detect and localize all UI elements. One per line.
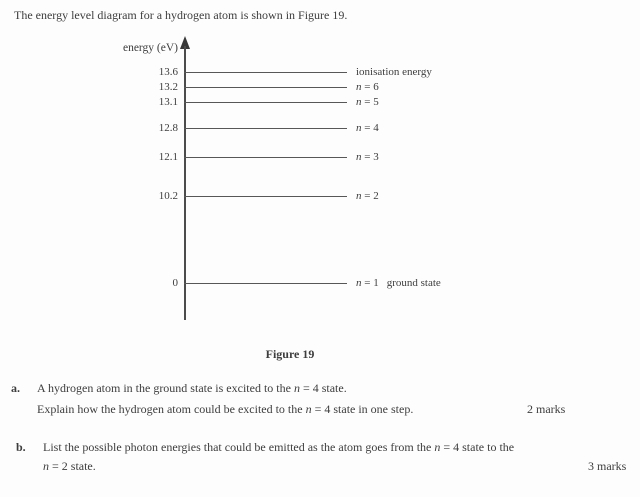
- text: = 4 state to the: [440, 440, 515, 454]
- energy-value: 13.1: [158, 96, 178, 108]
- energy-value: 10.2: [158, 190, 178, 202]
- energy-level-line: [184, 102, 347, 103]
- energy-value: 0: [172, 277, 178, 289]
- n-symbol: n: [43, 459, 49, 473]
- energy-level-line: [184, 87, 347, 88]
- energy-level-row: [0, 149, 640, 165]
- label-text: ionisation energy: [356, 66, 432, 78]
- text: A hydrogen atom in the ground state is excited to the: [37, 381, 294, 395]
- label-text: = 4: [361, 122, 379, 134]
- energy-level-label: [356, 188, 379, 204]
- label-suffix: ground state: [386, 277, 441, 289]
- text: = 4 state.: [299, 381, 347, 395]
- energy-value: 13.2: [158, 81, 178, 93]
- energy-level-line: [184, 283, 347, 284]
- energy-level-label: [356, 79, 379, 95]
- energy-level-label: [356, 120, 379, 136]
- n-symbol: n: [356, 277, 362, 289]
- n-symbol: n: [356, 81, 362, 93]
- text: = 4 state in one step.: [311, 402, 414, 416]
- n-symbol: n: [356, 151, 362, 163]
- energy-level-line: [184, 196, 347, 197]
- energy-level-row: [0, 94, 640, 110]
- label-text: = 2: [361, 190, 379, 202]
- n-symbol: n: [356, 122, 362, 134]
- energy-level-row: [0, 79, 640, 95]
- energy-level-label: [356, 275, 441, 291]
- n-symbol: n: [356, 190, 362, 202]
- text: = 2 state.: [49, 459, 96, 473]
- energy-level-line: [184, 157, 347, 158]
- energy-level-label: [356, 64, 432, 80]
- label-text: = 3: [361, 151, 379, 163]
- energy-level-row: [0, 64, 640, 80]
- label-text: = 5: [361, 96, 379, 108]
- energy-level-row: [0, 188, 640, 204]
- question-b-label: b.: [16, 440, 26, 454]
- energy-level-label: [356, 149, 379, 165]
- question-a-line2: [37, 402, 413, 417]
- energy-level-row: [0, 120, 640, 136]
- label-text: = 6: [361, 81, 379, 93]
- question-a-line1: [37, 381, 347, 396]
- energy-value: 12.1: [158, 151, 178, 163]
- question-b-line1: [43, 440, 514, 455]
- energy-level-row: [0, 275, 640, 291]
- energy-value: 13.6: [158, 66, 178, 78]
- energy-value: 12.8: [158, 122, 178, 134]
- question-a-label: a.: [11, 381, 20, 395]
- text: Explain how the hydrogen atom could be excited to the: [37, 402, 306, 416]
- n-symbol: n: [293, 381, 300, 395]
- intro-text: The energy level diagram for a hydrogen atom is shown in Figure 19.: [14, 8, 348, 22]
- figure-caption: Figure 19: [265, 347, 315, 361]
- energy-level-line: [184, 128, 347, 129]
- question-b-line2: [43, 459, 96, 474]
- question-a-marks: 2 marks: [527, 402, 566, 416]
- text: List the possible photon energies that could be emitted as the atom goes from the: [43, 440, 435, 454]
- n-symbol: n: [434, 440, 441, 454]
- axis-label: energy (eV): [122, 42, 178, 54]
- n-symbol: n: [305, 402, 312, 416]
- n-symbol: n: [356, 96, 362, 108]
- energy-level-label: [356, 94, 379, 110]
- question-b-marks: 3 marks: [588, 459, 627, 473]
- label-text: = 1: [361, 277, 379, 289]
- energy-level-line: [184, 72, 347, 73]
